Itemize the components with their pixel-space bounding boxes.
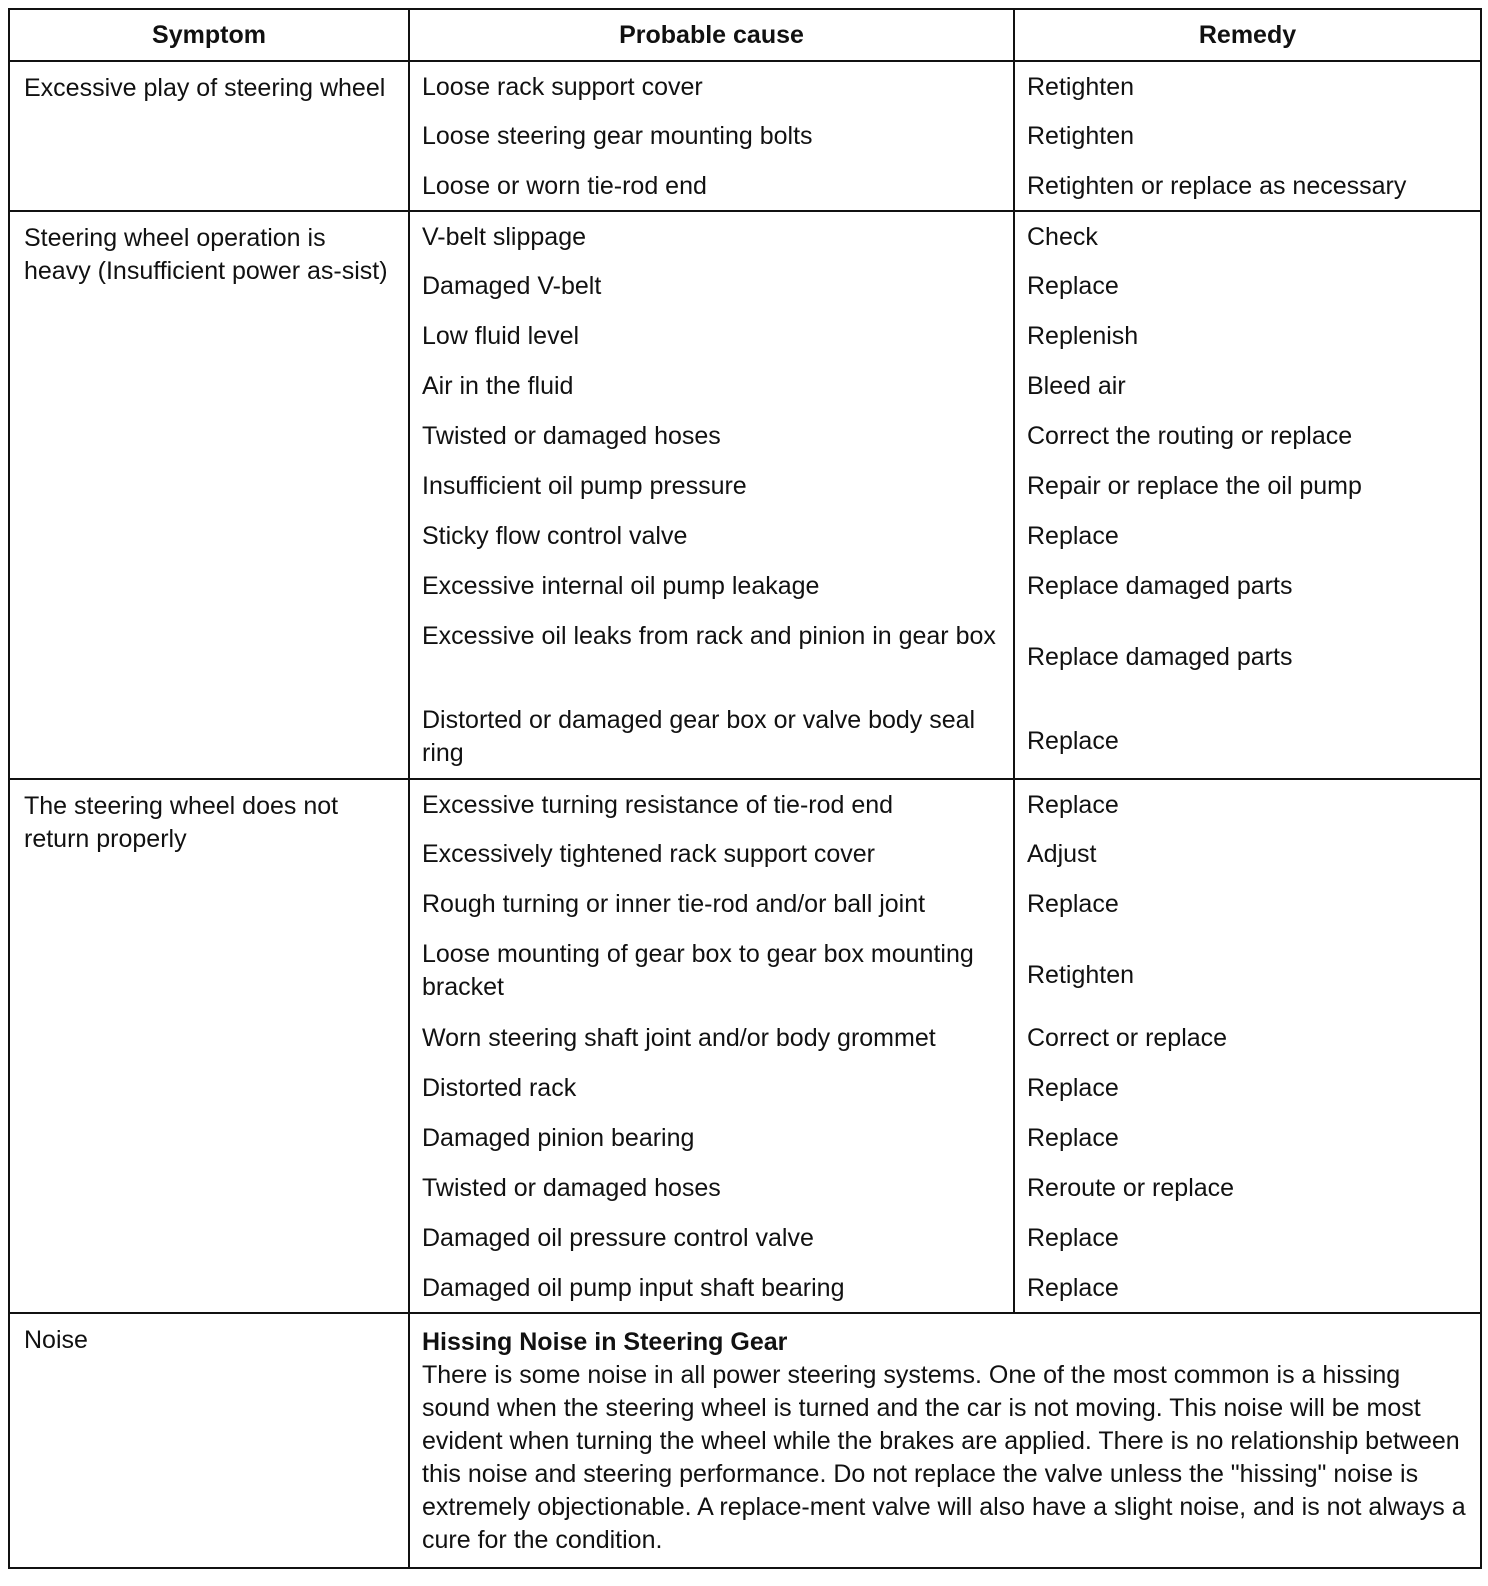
cause-cell: Excessive turning resistance of tie-rod end (409, 779, 1014, 829)
remedy-cell: Replace damaged parts (1027, 572, 1293, 600)
remedy-cell: Replace (1014, 695, 1481, 779)
cause-cell: V-belt slippage (409, 211, 1014, 261)
remedy-cell: Repair or replace the oil pump (1027, 472, 1362, 500)
header-remedy: Remedy (1014, 9, 1481, 61)
remedy-cell: Replace damaged parts (1027, 643, 1293, 671)
symptom-cell: Noise (9, 1313, 409, 1568)
remedy-cell: Replenish (1027, 322, 1139, 350)
remedy-cell: Replace (1027, 522, 1119, 550)
remedy-cell: Replace (1027, 1224, 1119, 1252)
cause-cell: Air in the fluid (409, 361, 1014, 411)
table-row-noise (9, 1313, 1481, 1568)
remedy-cell: Retighten (1027, 961, 1135, 989)
remedy-cell: Correct or replace (1027, 1024, 1228, 1052)
table-row (9, 211, 1481, 261)
cause-cell: Twisted or damaged hoses (409, 411, 1014, 461)
cause-cell: Twisted or damaged hoses (409, 1163, 1014, 1213)
cause-cell: Excessive internal oil pump leakage (409, 561, 1014, 611)
cause-cell: Damaged pinion bearing (409, 1113, 1014, 1163)
cause-cell: Damaged oil pressure control valve (409, 1213, 1014, 1263)
remedy-cell: Replace (1027, 791, 1119, 819)
table-row (9, 61, 1481, 111)
remedy-cell: Retighten or replace as necessary (1014, 161, 1481, 211)
remedy-cell: Replace (1014, 1263, 1481, 1313)
cause-cell: Rough turning or inner tie-rod and/or ball joint (409, 879, 1014, 929)
remedy-cell: Reroute or replace (1027, 1174, 1235, 1202)
noise-title: Hissing Noise in Steering Gear (422, 1328, 788, 1356)
remedy-cell: Bleed air (1027, 372, 1126, 400)
cause-cell: Distorted or damaged gear box or valve body seal ring (409, 695, 1014, 779)
cause-cell: Damaged V-belt (409, 261, 1014, 311)
remedy-cell: Adjust (1027, 840, 1097, 868)
remedy-cell: Check (1027, 223, 1098, 251)
noise-paragraph: There is some noise in all power steering systems. One of the most common is a hissing sound when the steering wheel is turned and the car is not moving. This noise will be most evident when turning the wheel while the brakes are applied. There is no relationship between this noise and steering performance. Do not replace the valve unless the "hissing" noise is extremely objectionable. A replace-ment valve will also have a slight noise, and is not always a cure for the condition. (422, 1361, 1466, 1554)
cause-cell: Loose or worn tie-rod end (409, 161, 1014, 211)
troubleshooting-table (8, 8, 1482, 1569)
remedy-cell: Retighten (1027, 122, 1135, 150)
table-header-row (9, 9, 1481, 61)
cause-cell: Excessively tightened rack support cover (409, 829, 1014, 879)
header-symptom: Symptom (9, 9, 409, 61)
cause-cell: Worn steering shaft joint and/or body grommet (409, 1013, 1014, 1063)
remedy-cell: Replace (1027, 272, 1119, 300)
cause-cell: Low fluid level (409, 311, 1014, 361)
symptom-cell: Steering wheel operation is heavy (Insufficient power as-sist) (9, 211, 409, 779)
remedy-cell: Retighten (1027, 73, 1135, 101)
cause-cell: Distorted rack (409, 1063, 1014, 1113)
cause-cell: Insufficient oil pump pressure (409, 461, 1014, 511)
noise-description-cell (409, 1313, 1481, 1568)
cause-cell: Loose mounting of gear box to gear box mounting bracket (409, 929, 1014, 1013)
header-probable-cause: Probable cause (409, 9, 1014, 61)
cause-cell: Loose steering gear mounting bolts (409, 111, 1014, 161)
cause-cell: Loose rack support cover (409, 61, 1014, 111)
remedy-cell: Replace (1027, 1074, 1119, 1102)
remedy-cell: Replace (1027, 1124, 1119, 1152)
cause-cell: Sticky flow control valve (409, 511, 1014, 561)
cause-cell: Damaged oil pump input shaft bearing (409, 1263, 1014, 1313)
troubleshooting-page (8, 8, 1480, 1569)
remedy-cell: Correct the routing or replace (1027, 422, 1353, 450)
table-row (9, 779, 1481, 829)
remedy-cell: Replace (1027, 890, 1119, 918)
symptom-cell: The steering wheel does not return properly (9, 779, 409, 1313)
cause-cell: Excessive oil leaks from rack and pinion in gear box (409, 611, 1014, 695)
symptom-cell: Excessive play of steering wheel (9, 61, 409, 211)
